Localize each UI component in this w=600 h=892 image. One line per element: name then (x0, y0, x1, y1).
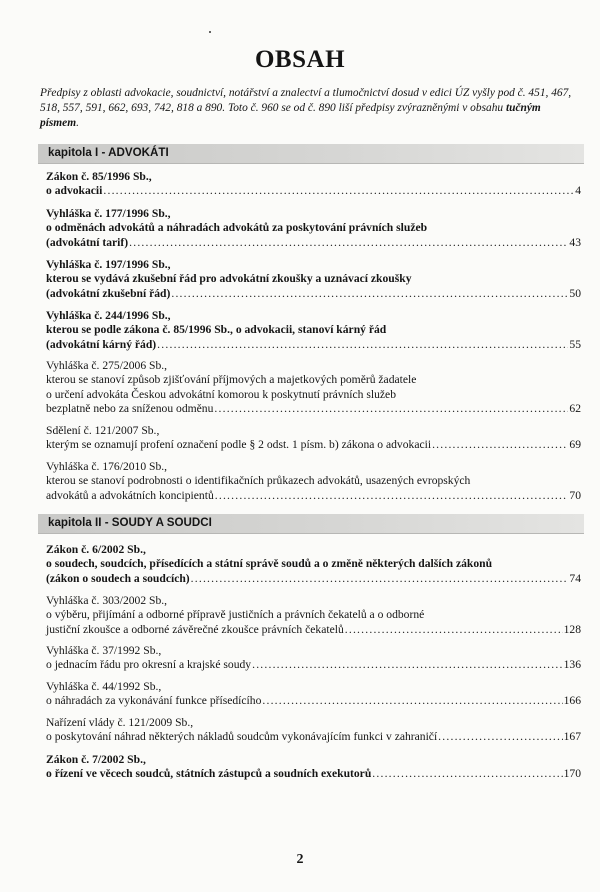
entry-last-line (46, 572, 581, 586)
entry-title: (advokátní kárný řád) (46, 337, 157, 351)
toc-entry[interactable] (46, 359, 581, 416)
entry-line: kterou se vydává zkušební řád pro advokátní zkoušky a uznávací zkoušky (46, 272, 412, 286)
dot-leader (103, 184, 574, 198)
page-ref: 136 (563, 658, 581, 672)
entry-last-line (46, 623, 581, 637)
toc-entry[interactable] (46, 424, 581, 453)
print-speck (209, 31, 211, 33)
toc-entry[interactable] (46, 753, 581, 782)
entry-line: kterou se stanoví podrobnosti o identifikačních průkazech advokátů, usazených evropských (46, 474, 471, 488)
entry-line: o výběru, přijímání a odborné přípravě justičních a právních čekatelů a o odborné (46, 608, 425, 622)
entry-title: o náhradách za vykonávání funkce přísedícího (46, 694, 262, 708)
entry-line: kterou se podle zákona č. 85/1996 Sb., o advokacii, stanoví kárný řád (46, 323, 387, 337)
entry-title: o advokacii (46, 184, 103, 198)
page-ref: 170 (563, 767, 581, 781)
toc-entry[interactable] (46, 258, 581, 301)
entry-last-line (46, 438, 581, 452)
page-ref: 4 (575, 184, 581, 198)
entry-line: Zákon č. 6/2002 Sb., (46, 543, 146, 556)
intro-text: Předpisy z oblasti advokacie, soudnictví, notářství a znalectví a tlumočnictví dosud v edici ÚZ vyšly pod č. 451, 467, 518, 557, 591, 662, 693, 742, 818 a 890. Toto č. 960 se od č. 890 liší předpisy zvýrazněnými v obsahu (40, 87, 572, 114)
entry-line: Vyhláška č. 44/1992 Sb., (46, 680, 162, 693)
intro-emphasis: tučným písmem (40, 102, 541, 129)
page-ref: 50 (569, 286, 581, 300)
intro-end: . (76, 117, 79, 129)
entry-title: o řízení ve věcech soudců, státních zástupců a soudních exekutorů (46, 767, 372, 781)
entry-last-line (46, 730, 581, 744)
entry-title: (advokátní tarif) (46, 235, 129, 249)
toc-entry[interactable] (46, 644, 581, 673)
entry-title: kterým se oznamují profení označení podle § 2 odst. 1 písm. b) zákona o advokacii (46, 438, 432, 452)
chapter-header-2 (38, 514, 584, 534)
entry-last-line (46, 658, 581, 672)
chapter-title: kapitola II - SOUDY A SOUDCI (48, 516, 212, 529)
page-ref: 43 (569, 235, 581, 249)
entry-line: Vyhláška č. 303/2002 Sb., (46, 594, 168, 607)
toc-entry[interactable] (46, 543, 581, 586)
dot-leader (191, 572, 569, 586)
entry-line: Vyhláška č. 244/1996 Sb., (46, 309, 171, 322)
dot-leader (432, 438, 568, 452)
entry-title: advokátů a advokátních koncipientů (46, 488, 214, 502)
toc-entry[interactable] (46, 594, 581, 637)
entry-line: o určení advokáta Českou advokátní komorou k poskytnutí právních služeb (46, 387, 396, 401)
toc-entry[interactable] (46, 460, 581, 503)
entry-title: bezplatně nebo za sníženou odměnu (46, 401, 214, 415)
entry-last-line (46, 338, 581, 352)
dot-leader (157, 338, 568, 352)
entry-line: Vyhláška č. 197/1996 Sb., (46, 258, 171, 271)
entry-line: Vyhláška č. 176/2010 Sb., (46, 460, 168, 473)
entry-line: Vyhláška č. 275/2006 Sb., (46, 359, 168, 372)
entry-title: o jednacím řádu pro okresní a krajské soudy (46, 658, 252, 672)
page-ref: 128 (563, 622, 581, 636)
entry-last-line (46, 287, 581, 301)
entry-title: (advokátní zkušební řád) (46, 286, 171, 300)
entry-line: Sdělení č. 121/2007 Sb., (46, 424, 160, 437)
toc-entry[interactable] (46, 716, 581, 745)
entry-last-line (46, 694, 581, 708)
entry-line: Vyhláška č. 177/1996 Sb., (46, 207, 171, 220)
dot-leader (438, 730, 562, 744)
entry-line: Vyhláška č. 37/1992 Sb., (46, 644, 162, 657)
dot-leader (215, 489, 569, 503)
toc-entry[interactable] (46, 170, 581, 199)
dot-leader (171, 287, 568, 301)
toc-entry[interactable] (46, 207, 581, 250)
page-ref: 167 (563, 730, 581, 744)
page-ref: 166 (563, 694, 581, 708)
entry-last-line (46, 236, 581, 250)
dot-leader (252, 658, 563, 672)
entry-line: o soudech, soudcích, přísedících a státní správě soudů a o změně některých dalších zákonů (46, 557, 493, 571)
chapter-header-1 (38, 144, 584, 164)
page-ref: 70 (569, 488, 581, 502)
page-number: 2 (296, 852, 304, 867)
page-ref: 69 (569, 438, 581, 452)
entry-last-line (46, 767, 581, 781)
dot-leader (345, 623, 563, 637)
page-ref: 55 (569, 337, 581, 351)
entry-last-line (46, 489, 581, 503)
entry-line: Nařízení vlády č. 121/2009 Sb., (46, 716, 194, 729)
entry-line: Zákon č. 7/2002 Sb., (46, 753, 146, 766)
entry-line: o odměnách advokátů a náhradách advokátů za poskytování právních služeb (46, 221, 428, 235)
page-ref: 62 (569, 401, 581, 415)
entry-last-line (46, 402, 581, 416)
entry-last-line (46, 184, 581, 198)
toc-entry[interactable] (46, 309, 581, 352)
page-title: OBSAH (254, 46, 346, 73)
dot-leader (372, 767, 562, 781)
toc-entry[interactable] (46, 680, 581, 709)
chapter-title: kapitola I - ADVOKÁTI (48, 146, 169, 159)
dot-leader (129, 236, 568, 250)
entry-title: o poskytování náhrad některých nákladů soudcům vykonávajícím funkci v zahraničí (46, 730, 438, 744)
entry-title: justiční zkoušce a odborné závěrečné zkoušce právních čekatelů (46, 622, 344, 636)
page-ref: 74 (569, 571, 581, 585)
dot-leader (262, 694, 562, 708)
intro-paragraph (40, 86, 575, 131)
entry-line: kterou se stanoví způsob zjišťování příjmových a majetkových poměrů žadatele (46, 373, 417, 387)
entry-line: Zákon č. 85/1996 Sb., (46, 170, 152, 183)
dot-leader (214, 402, 568, 416)
entry-title: (zákon o soudech a soudcích) (46, 571, 190, 585)
